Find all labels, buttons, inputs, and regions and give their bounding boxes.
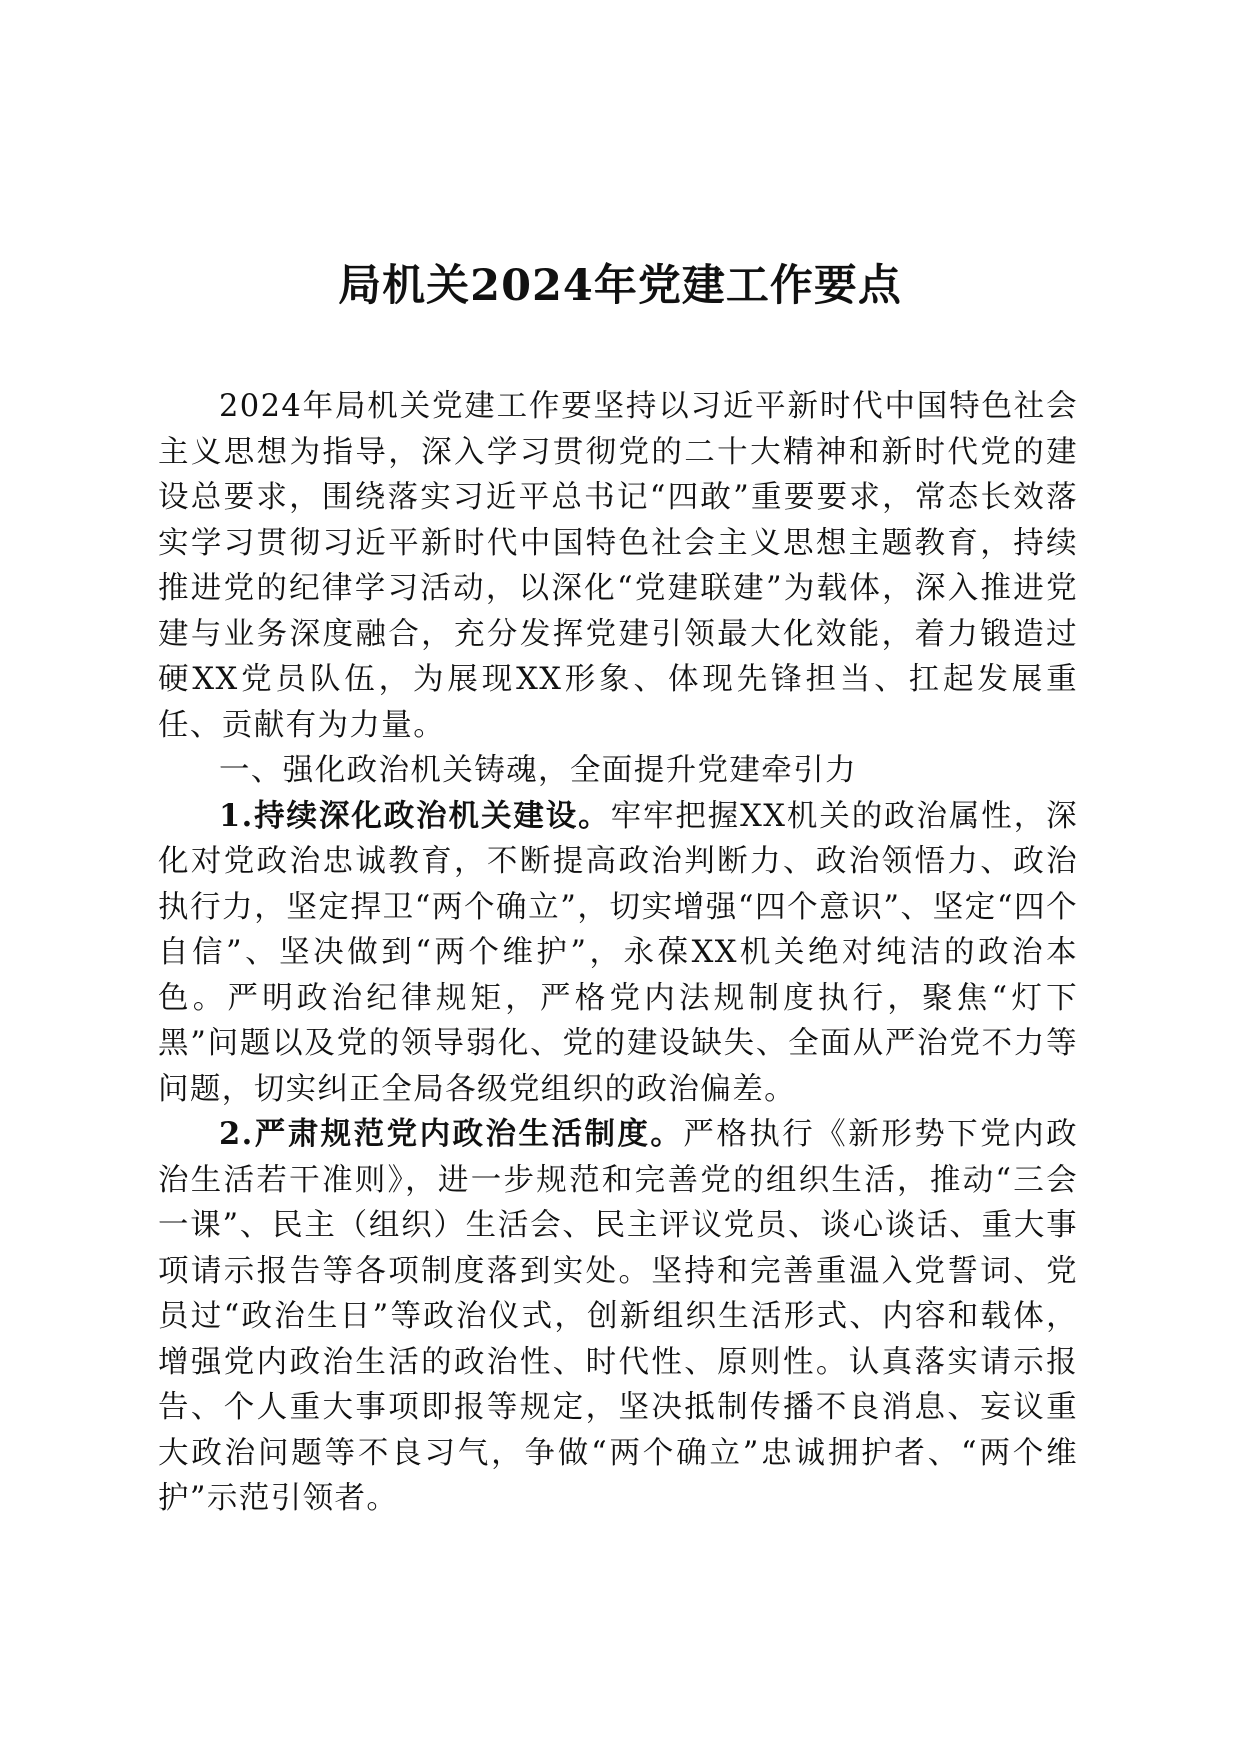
- item-2-text: 严格执行《新形势下党内政治生活若干准则》，进一步规范和完善党的组织生活，推动“三会一课”、民主（组织）生活会、民主评议党员、谈心谈话、重大事项请示报告等各项制度落到实处。坚持和完善重温入党誓词、党员过“政治生日”等政治仪式，创新组织生活形式、内容和载体，增强党内政治生活的政治性、时代性、原则性。认真落实请示报告、个人重大事项即报等规定，坚决抵制传播不良消息、妄议重大政治问题等不良习气，争做“两个确立”忠诚拥护者、“两个维护”示范引领者。: [158, 1117, 1078, 1516]
- document-title: 局机关2024年党建工作要点: [338, 261, 902, 311]
- item-1-paragraph: [158, 794, 1078, 1113]
- item-1-text: 牢牢把握XX机关的政治属性，深化对党政治忠诚教育，不断提高政治判断力、政治领悟力、政治执行力，坚定捍卫“两个确立”，切实增强“四个意识”、坚定“四个自信”、坚决做到“两个维护”，永葆XX机关绝对纯洁的政治本色。严明政治纪律规矩，严格党内法规制度执行，聚焦“灯下黑”问题以及党的领导弱化、党的建设缺失、全面从严治党不力等问题，切实纠正全局各级党组织的政治偏差。: [158, 798, 1078, 1107]
- item-2-lead: 2.严肃规范党内政治生活制度。: [219, 1116, 684, 1152]
- intro-paragraph: 2024年局机关党建工作要坚持以习近平新时代中国特色社会主义思想为指导，深入学习贯彻党的二十大精神和新时代党的建设总要求，围绕落实习近平总书记“四敢”重要要求，常态长效落实学习贯彻习近平新时代中国特色社会主义思想主题教育，持续推进党的纪律学习活动，以深化“党建联建”为载体，深入推进党建与业务深度融合，充分发挥党建引领最大化效能，着力锻造过硬XX党员队伍，为展现XX形象、体现先锋担当、扛起发展重任、贡献有为力量。: [158, 389, 1078, 743]
- document-body: [158, 384, 1078, 1522]
- item-1-lead: 1.持续深化政治机关建设。: [219, 797, 611, 834]
- section-1-heading: 一、强化政治机关铸魂，全面提升党建牵引力: [219, 753, 857, 788]
- item-2-paragraph: [158, 1112, 1078, 1522]
